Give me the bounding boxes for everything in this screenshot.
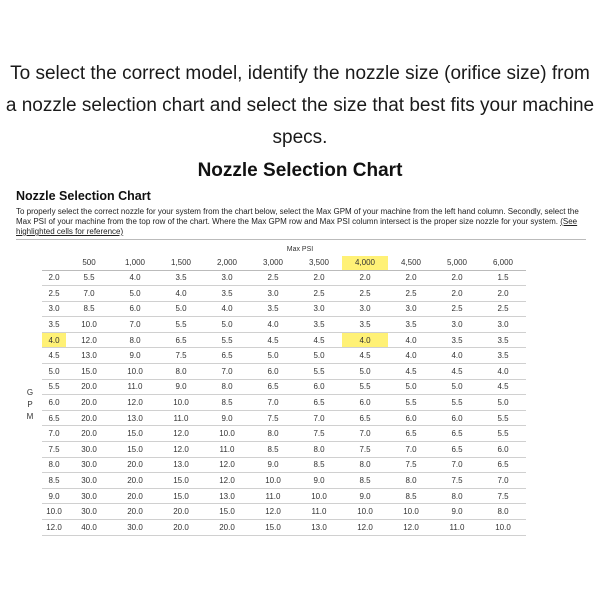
nozzle-size-cell: 9.0 bbox=[296, 473, 342, 489]
nozzle-size-cell: 6.5 bbox=[204, 348, 250, 364]
nozzle-size-cell: 12.0 bbox=[158, 442, 204, 458]
gpm-row-header: 3.0 bbox=[42, 301, 66, 317]
chart-header bbox=[16, 188, 586, 240]
nozzle-size-cell: 30.0 bbox=[112, 520, 158, 536]
nozzle-size-cell: 13.0 bbox=[296, 520, 342, 536]
nozzle-size-cell: 8.5 bbox=[342, 473, 388, 489]
nozzle-size-cell: 20.0 bbox=[158, 504, 204, 520]
table-body bbox=[42, 270, 526, 535]
nozzle-size-cell: 15.0 bbox=[66, 364, 112, 380]
nozzle-size-cell: 5.0 bbox=[158, 301, 204, 317]
nozzle-size-cell: 8.0 bbox=[250, 426, 296, 442]
table-row bbox=[42, 457, 526, 473]
nozzle-size-cell: 7.5 bbox=[434, 473, 480, 489]
nozzle-size-cell: 3.5 bbox=[434, 332, 480, 348]
nozzle-size-cell: 2.5 bbox=[480, 301, 526, 317]
nozzle-size-cell: 12.0 bbox=[158, 426, 204, 442]
nozzle-size-cell: 15.0 bbox=[112, 442, 158, 458]
chart-description-text: To properly select the correct nozzle for your system from the chart below, select the Max GPM of your machine from the left hand column. Secondly, select the Max PSI of your machine from the top row of the chart. Where the Max GPM row and Max PSI column intersect is the proper size nozzle for your system. bbox=[16, 207, 579, 226]
nozzle-size-cell: 6.5 bbox=[480, 457, 526, 473]
chart-reference-note: (See highlighted cells for reference) bbox=[16, 217, 578, 236]
nozzle-size-cell: 3.0 bbox=[388, 301, 434, 317]
table-row bbox=[42, 410, 526, 426]
gpm-row-header: 3.5 bbox=[42, 317, 66, 333]
nozzle-size-cell: 30.0 bbox=[66, 488, 112, 504]
nozzle-size-cell: 5.5 bbox=[480, 426, 526, 442]
nozzle-size-cell: 30.0 bbox=[66, 442, 112, 458]
table-row bbox=[42, 442, 526, 458]
intro-text: To select the correct model, identify the nozzle size (orifice size) from a nozzle selection chart and select the size that best fits your machine specs. bbox=[5, 63, 595, 148]
nozzle-size-cell: 7.0 bbox=[112, 317, 158, 333]
nozzle-size-cell: 4.0 bbox=[480, 364, 526, 380]
nozzle-size-cell: 6.5 bbox=[388, 426, 434, 442]
corner-cell bbox=[42, 256, 66, 270]
nozzle-size-cell: 9.0 bbox=[342, 488, 388, 504]
nozzle-size-cell: 9.0 bbox=[112, 348, 158, 364]
gpm-row-header: 5.0 bbox=[42, 364, 66, 380]
nozzle-size-cell: 20.0 bbox=[66, 395, 112, 411]
nozzle-size-cell: 4.5 bbox=[388, 364, 434, 380]
psi-column-header: 3,500 bbox=[296, 256, 342, 270]
nozzle-size-cell: 5.0 bbox=[296, 348, 342, 364]
nozzle-size-cell: 5.5 bbox=[296, 364, 342, 380]
nozzle-size-cell: 12.0 bbox=[204, 473, 250, 489]
nozzle-size-cell: 3.5 bbox=[480, 348, 526, 364]
nozzle-size-cell: 12.0 bbox=[112, 395, 158, 411]
gpm-axis-letter: P bbox=[27, 400, 33, 409]
nozzle-size-cell: 10.0 bbox=[112, 364, 158, 380]
nozzle-size-cell: 8.5 bbox=[388, 488, 434, 504]
nozzle-size-cell: 15.0 bbox=[204, 504, 250, 520]
max-psi-label: Max PSI bbox=[286, 246, 314, 253]
nozzle-size-cell: 20.0 bbox=[204, 520, 250, 536]
nozzle-size-cell: 15.0 bbox=[250, 520, 296, 536]
gpm-row-header: 10.0 bbox=[42, 504, 66, 520]
nozzle-size-cell: 4.0 bbox=[388, 332, 434, 348]
nozzle-size-cell: 10.0 bbox=[296, 488, 342, 504]
nozzle-size-cell: 6.0 bbox=[480, 442, 526, 458]
nozzle-size-cell: 4.0 bbox=[250, 317, 296, 333]
nozzle-size-cell: 15.0 bbox=[158, 473, 204, 489]
psi-column-header: 4,500 bbox=[388, 256, 434, 270]
nozzle-size-cell: 4.5 bbox=[296, 332, 342, 348]
nozzle-size-cell: 3.0 bbox=[480, 317, 526, 333]
psi-header-row bbox=[42, 256, 526, 270]
nozzle-size-cell: 13.0 bbox=[158, 457, 204, 473]
nozzle-size-cell: 20.0 bbox=[112, 488, 158, 504]
nozzle-size-cell: 2.5 bbox=[296, 286, 342, 302]
nozzle-size-cell: 6.5 bbox=[434, 442, 480, 458]
nozzle-size-cell: 10.0 bbox=[388, 504, 434, 520]
nozzle-size-cell: 3.5 bbox=[296, 317, 342, 333]
gpm-row-header: 12.0 bbox=[42, 520, 66, 536]
nozzle-size-cell: 2.0 bbox=[342, 270, 388, 286]
table-row bbox=[42, 520, 526, 536]
nozzle-size-cell: 5.5 bbox=[480, 410, 526, 426]
nozzle-size-cell: 7.5 bbox=[480, 488, 526, 504]
table-row bbox=[42, 426, 526, 442]
gpm-row-header: 8.5 bbox=[42, 473, 66, 489]
nozzle-size-cell: 5.0 bbox=[434, 379, 480, 395]
psi-column-header: 500 bbox=[66, 256, 112, 270]
nozzle-size-cell: 8.0 bbox=[112, 332, 158, 348]
nozzle-size-cell: 12.0 bbox=[250, 504, 296, 520]
nozzle-size-cell: 3.0 bbox=[296, 301, 342, 317]
psi-column-header: 5,000 bbox=[434, 256, 480, 270]
nozzle-size-cell: 3.0 bbox=[204, 270, 250, 286]
psi-column-header: 6,000 bbox=[480, 256, 526, 270]
gpm-axis-label bbox=[25, 387, 35, 423]
nozzle-size-cell: 10.0 bbox=[66, 317, 112, 333]
nozzle-size-cell: 8.0 bbox=[434, 488, 480, 504]
nozzle-size-cell: 15.0 bbox=[158, 488, 204, 504]
nozzle-size-cell: 40.0 bbox=[66, 520, 112, 536]
nozzle-size-cell: 13.0 bbox=[112, 410, 158, 426]
nozzle-size-cell: 5.0 bbox=[204, 317, 250, 333]
nozzle-size-cell: 4.0 bbox=[388, 348, 434, 364]
table-row bbox=[42, 364, 526, 380]
nozzle-size-cell: 7.0 bbox=[388, 442, 434, 458]
nozzle-size-cell: 15.0 bbox=[112, 426, 158, 442]
nozzle-size-cell: 8.5 bbox=[66, 301, 112, 317]
nozzle-size-cell: 6.5 bbox=[342, 410, 388, 426]
header-divider bbox=[16, 239, 586, 240]
nozzle-size-cell: 3.0 bbox=[434, 317, 480, 333]
nozzle-size-cell: 7.0 bbox=[66, 286, 112, 302]
nozzle-size-cell: 5.5 bbox=[66, 270, 112, 286]
nozzle-size-cell: 4.0 bbox=[112, 270, 158, 286]
nozzle-size-cell: 4.5 bbox=[434, 364, 480, 380]
nozzle-size-cell: 6.5 bbox=[434, 426, 480, 442]
page-title: Nozzle Selection Chart bbox=[197, 160, 403, 181]
table-row bbox=[42, 286, 526, 302]
nozzle-size-cell: 11.0 bbox=[250, 488, 296, 504]
gpm-row-header: 7.0 bbox=[42, 426, 66, 442]
nozzle-size-cell: 6.0 bbox=[250, 364, 296, 380]
nozzle-size-cell: 30.0 bbox=[66, 457, 112, 473]
nozzle-size-cell: 2.0 bbox=[480, 286, 526, 302]
nozzle-size-cell: 8.0 bbox=[342, 457, 388, 473]
nozzle-size-cell: 10.0 bbox=[342, 504, 388, 520]
nozzle-size-cell: 3.5 bbox=[250, 301, 296, 317]
nozzle-size-cell: 20.0 bbox=[66, 426, 112, 442]
table-row bbox=[42, 348, 526, 364]
nozzle-size-cell: 7.0 bbox=[296, 410, 342, 426]
table-row bbox=[42, 317, 526, 333]
nozzle-size-cell: 5.0 bbox=[388, 379, 434, 395]
nozzle-size-cell: 20.0 bbox=[158, 520, 204, 536]
nozzle-size-cell: 5.0 bbox=[112, 286, 158, 302]
nozzle-size-cell: 7.0 bbox=[250, 395, 296, 411]
nozzle-size-cell: 6.0 bbox=[342, 395, 388, 411]
nozzle-size-cell: 20.0 bbox=[112, 504, 158, 520]
nozzle-size-cell: 6.0 bbox=[388, 410, 434, 426]
psi-column-header: 3,000 bbox=[250, 256, 296, 270]
nozzle-size-cell: 3.5 bbox=[388, 317, 434, 333]
gpm-row-header: 2.5 bbox=[42, 286, 66, 302]
nozzle-size-cell: 2.0 bbox=[296, 270, 342, 286]
nozzle-size-cell: 5.0 bbox=[250, 348, 296, 364]
nozzle-size-cell: 20.0 bbox=[112, 473, 158, 489]
nozzle-size-cell: 13.0 bbox=[204, 488, 250, 504]
nozzle-size-cell: 2.5 bbox=[388, 286, 434, 302]
nozzle-size-cell: 30.0 bbox=[66, 504, 112, 520]
nozzle-size-cell: 10.0 bbox=[158, 395, 204, 411]
table-row bbox=[42, 270, 526, 286]
nozzle-size-cell: 8.0 bbox=[296, 442, 342, 458]
nozzle-size-cell: 7.0 bbox=[434, 457, 480, 473]
nozzle-size-cell: 10.0 bbox=[480, 520, 526, 536]
nozzle-size-cell: 8.0 bbox=[158, 364, 204, 380]
chart-description bbox=[16, 207, 586, 237]
psi-column-header: 1,000 bbox=[112, 256, 158, 270]
nozzle-size-cell: 20.0 bbox=[66, 410, 112, 426]
gpm-axis-letter: M bbox=[26, 412, 34, 421]
table-row bbox=[42, 301, 526, 317]
gpm-row-header: 2.0 bbox=[42, 270, 66, 286]
chart-heading: Nozzle Selection Chart bbox=[16, 189, 151, 203]
nozzle-size-cell: 11.0 bbox=[158, 410, 204, 426]
nozzle-size-cell: 7.0 bbox=[480, 473, 526, 489]
nozzle-size-cell: 8.5 bbox=[250, 442, 296, 458]
nozzle-size-cell: 4.0 bbox=[204, 301, 250, 317]
nozzle-size-cell: 1.5 bbox=[480, 270, 526, 286]
nozzle-size-cell: 6.5 bbox=[296, 395, 342, 411]
nozzle-size-cell: 7.0 bbox=[204, 364, 250, 380]
nozzle-size-cell: 2.0 bbox=[388, 270, 434, 286]
psi-column-header: 1,500 bbox=[158, 256, 204, 270]
nozzle-size-cell: 8.0 bbox=[388, 473, 434, 489]
nozzle-size-cell: 6.0 bbox=[434, 410, 480, 426]
nozzle-size-cell: 4.5 bbox=[250, 332, 296, 348]
gpm-row-header: 7.5 bbox=[42, 442, 66, 458]
nozzle-size-cell: 6.0 bbox=[112, 301, 158, 317]
table-row bbox=[42, 379, 526, 395]
nozzle-size-cell: 2.0 bbox=[434, 270, 480, 286]
nozzle-size-cell: 9.0 bbox=[158, 379, 204, 395]
nozzle-size-cell: 7.0 bbox=[342, 426, 388, 442]
gpm-row-header: 9.0 bbox=[42, 488, 66, 504]
nozzle-size-cell: 11.0 bbox=[204, 442, 250, 458]
nozzle-size-cell: 2.0 bbox=[434, 286, 480, 302]
nozzle-size-cell: 2.5 bbox=[342, 286, 388, 302]
nozzle-size-cell: 13.0 bbox=[66, 348, 112, 364]
nozzle-size-cell: 10.0 bbox=[204, 426, 250, 442]
nozzle-size-cell: 12.0 bbox=[388, 520, 434, 536]
nozzle-size-cell: 11.0 bbox=[296, 504, 342, 520]
nozzle-size-cell: 4.0 bbox=[158, 286, 204, 302]
table-row bbox=[42, 473, 526, 489]
nozzle-size-cell: 12.0 bbox=[66, 332, 112, 348]
nozzle-size-cell: 5.5 bbox=[342, 379, 388, 395]
nozzle-size-cell: 4.5 bbox=[480, 379, 526, 395]
table-row bbox=[42, 395, 526, 411]
nozzle-size-cell: 2.5 bbox=[434, 301, 480, 317]
nozzle-size-cell: 5.5 bbox=[158, 317, 204, 333]
nozzle-size-cell: 3.5 bbox=[480, 332, 526, 348]
nozzle-size-cell: 5.0 bbox=[342, 364, 388, 380]
psi-column-header: 4,000 bbox=[342, 256, 388, 270]
nozzle-size-cell: 4.0 bbox=[342, 332, 388, 348]
nozzle-size-cell: 7.5 bbox=[158, 348, 204, 364]
table-row bbox=[42, 504, 526, 520]
nozzle-size-cell: 11.0 bbox=[112, 379, 158, 395]
gpm-row-header: 6.0 bbox=[42, 395, 66, 411]
gpm-row-header: 8.0 bbox=[42, 457, 66, 473]
nozzle-size-cell: 9.0 bbox=[250, 457, 296, 473]
nozzle-size-cell: 9.0 bbox=[434, 504, 480, 520]
nozzle-size-cell: 11.0 bbox=[434, 520, 480, 536]
nozzle-size-cell: 10.0 bbox=[250, 473, 296, 489]
nozzle-size-cell: 7.5 bbox=[342, 442, 388, 458]
gpm-row-header: 5.5 bbox=[42, 379, 66, 395]
gpm-row-header: 6.5 bbox=[42, 410, 66, 426]
nozzle-size-cell: 3.0 bbox=[250, 286, 296, 302]
nozzle-size-cell: 7.5 bbox=[296, 426, 342, 442]
nozzle-size-cell: 3.5 bbox=[342, 317, 388, 333]
psi-column-header: 2,000 bbox=[204, 256, 250, 270]
table-row bbox=[42, 488, 526, 504]
nozzle-size-cell: 9.0 bbox=[204, 410, 250, 426]
nozzle-size-cell: 8.5 bbox=[296, 457, 342, 473]
nozzle-size-cell: 8.5 bbox=[204, 395, 250, 411]
nozzle-size-cell: 5.5 bbox=[434, 395, 480, 411]
nozzle-size-cell: 2.5 bbox=[250, 270, 296, 286]
nozzle-size-cell: 12.0 bbox=[342, 520, 388, 536]
nozzle-size-cell: 12.0 bbox=[204, 457, 250, 473]
gpm-row-header: 4.5 bbox=[42, 348, 66, 364]
nozzle-size-cell: 20.0 bbox=[66, 379, 112, 395]
nozzle-size-cell: 4.0 bbox=[434, 348, 480, 364]
nozzle-size-cell: 6.5 bbox=[158, 332, 204, 348]
nozzle-size-cell: 3.5 bbox=[204, 286, 250, 302]
nozzle-size-cell: 20.0 bbox=[112, 457, 158, 473]
nozzle-size-cell: 5.0 bbox=[480, 395, 526, 411]
nozzle-size-cell: 7.5 bbox=[250, 410, 296, 426]
table-row bbox=[42, 332, 526, 348]
nozzle-size-cell: 30.0 bbox=[66, 473, 112, 489]
nozzle-size-cell: 3.5 bbox=[158, 270, 204, 286]
nozzle-size-cell: 7.5 bbox=[388, 457, 434, 473]
nozzle-size-cell: 5.5 bbox=[204, 332, 250, 348]
nozzle-selection-table bbox=[42, 256, 526, 536]
gpm-row-header: 4.0 bbox=[42, 332, 66, 348]
nozzle-size-cell: 6.0 bbox=[296, 379, 342, 395]
nozzle-size-cell: 8.0 bbox=[480, 504, 526, 520]
nozzle-size-cell: 6.5 bbox=[250, 379, 296, 395]
gpm-axis-letter: G bbox=[26, 388, 34, 397]
nozzle-size-cell: 4.5 bbox=[342, 348, 388, 364]
nozzle-size-cell: 5.5 bbox=[388, 395, 434, 411]
nozzle-size-cell: 8.0 bbox=[204, 379, 250, 395]
nozzle-size-cell: 3.0 bbox=[342, 301, 388, 317]
